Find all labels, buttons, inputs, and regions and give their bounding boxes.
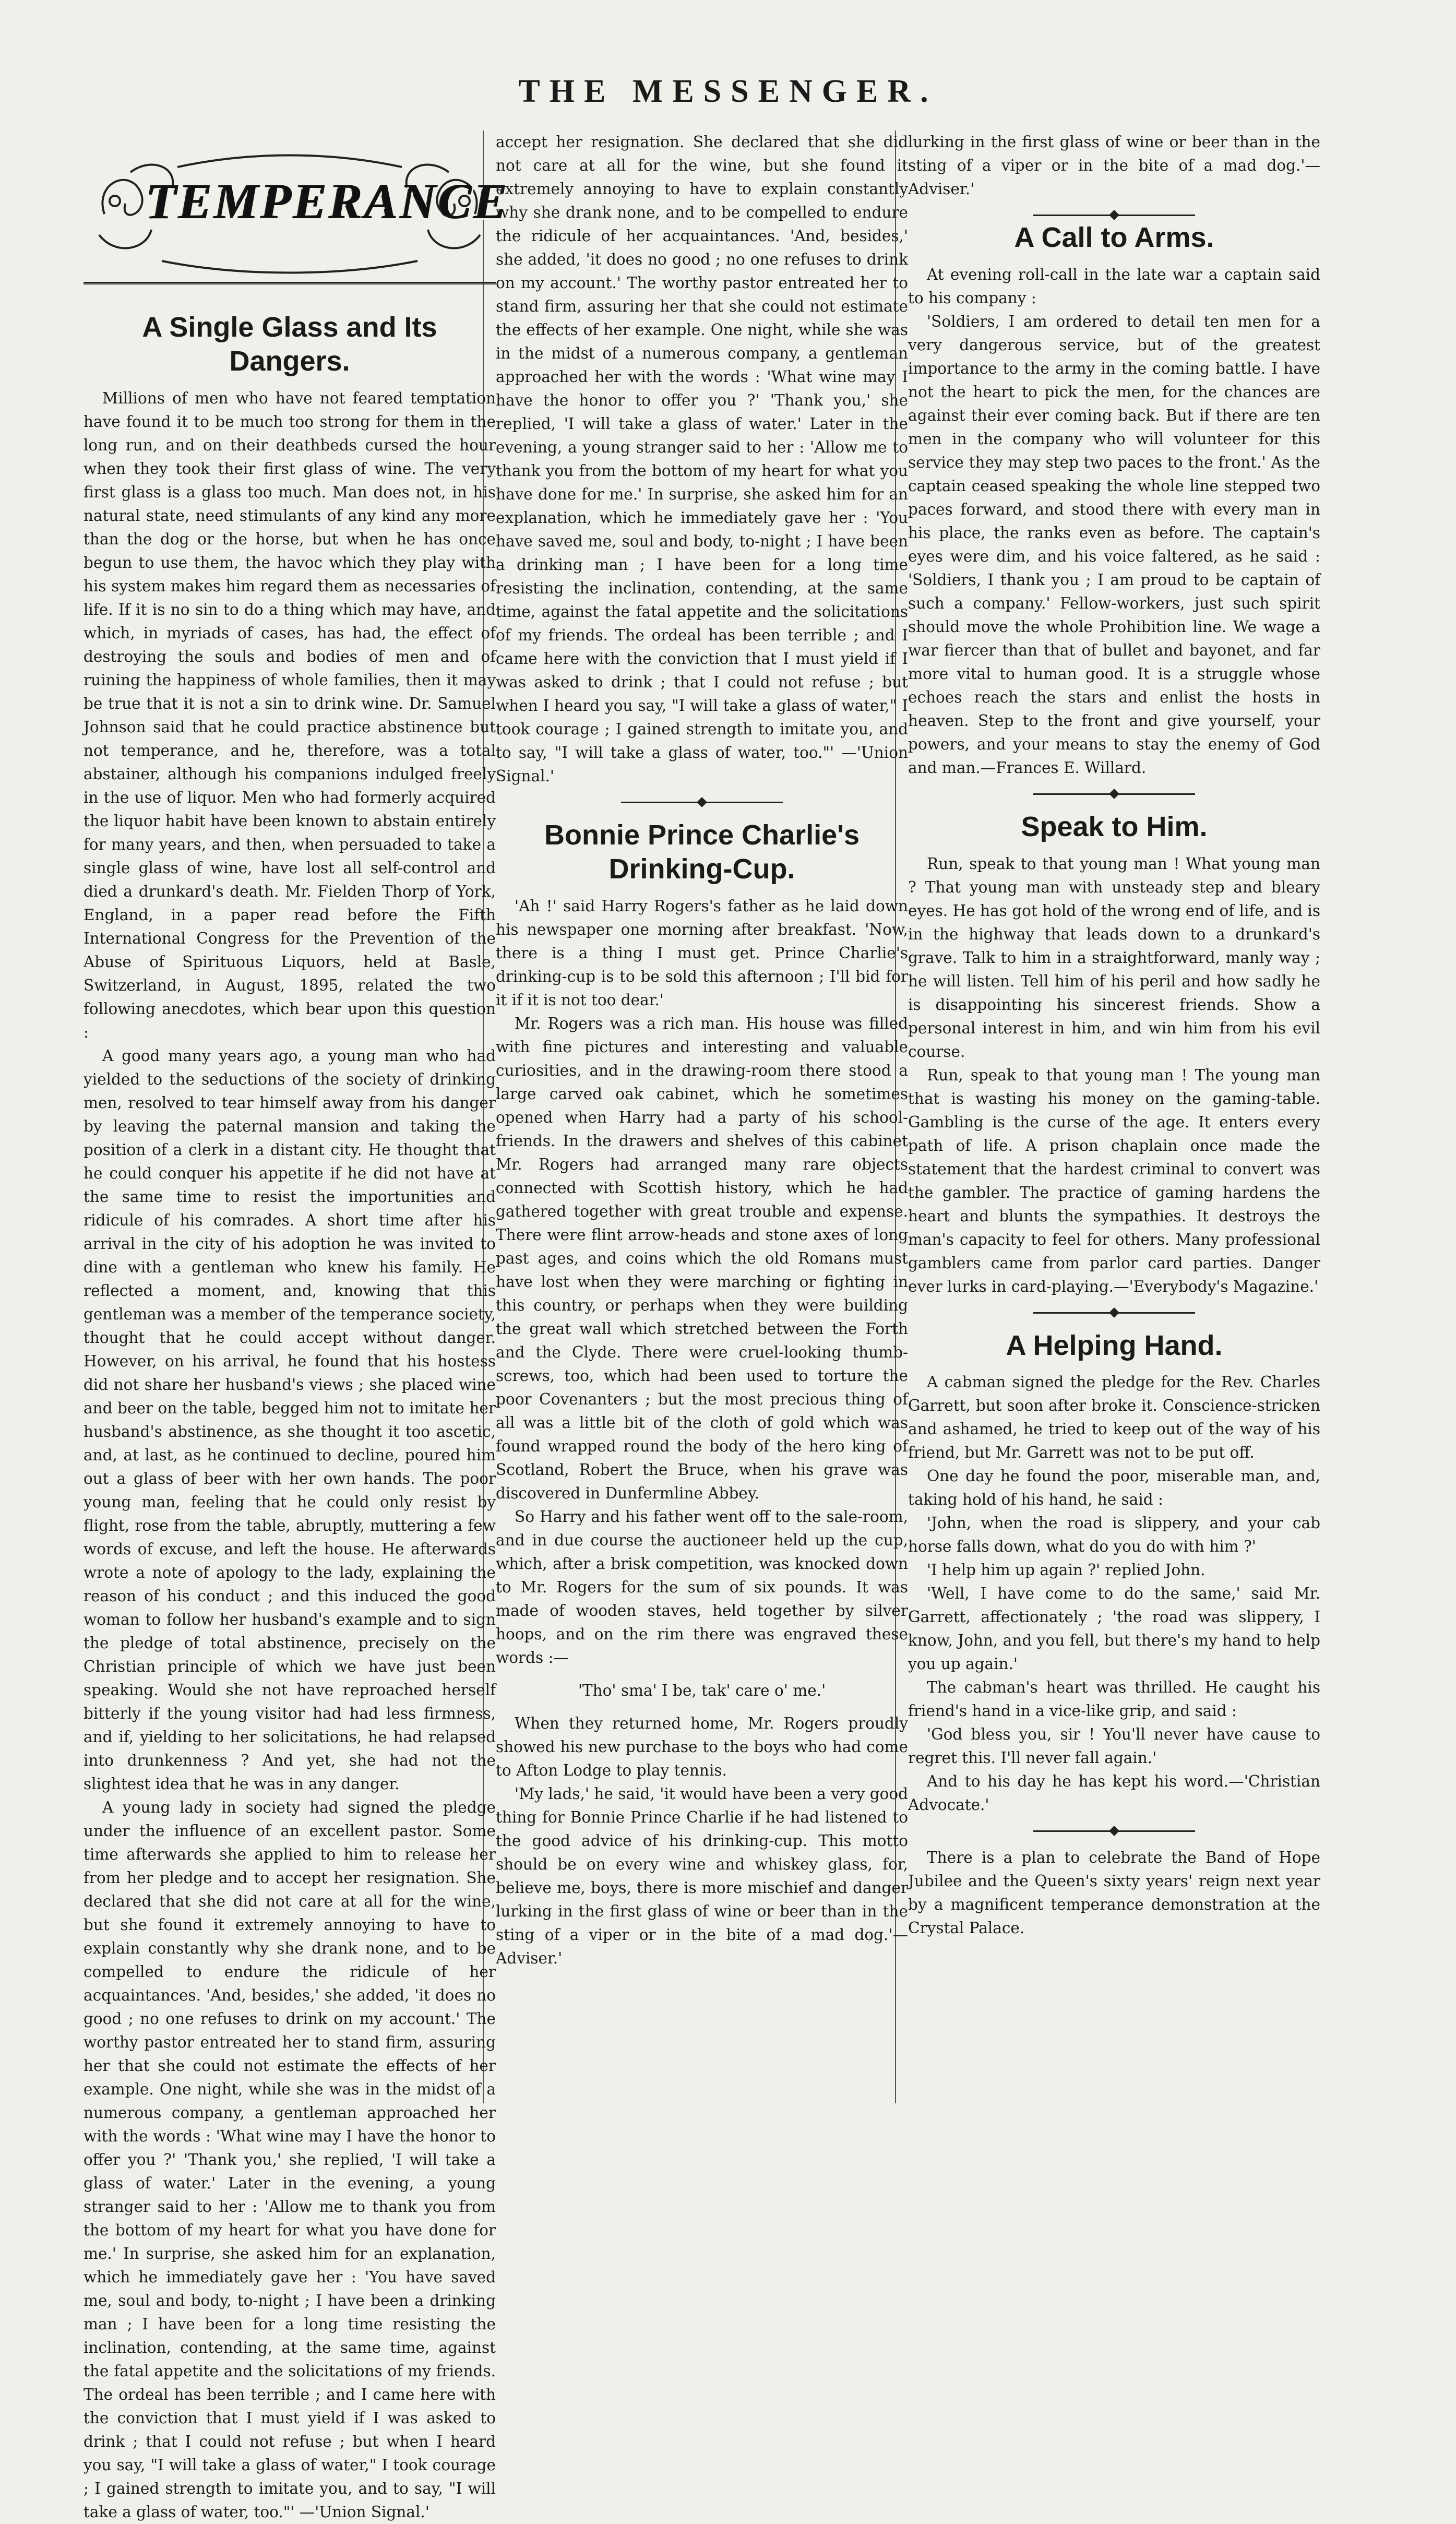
- article-paragraph-continued: accept her resignation. She declared that she did not care at all for the wine, but she found it extremely annoying to have to explain constantly why she drank none, and to be compelled to endure the ridicule of her acquaintances. 'And, besides,' she added, 'it does no good ; no one refuses to drink on my account.' The worthy pastor entreated her to stand firm, assuring her that she could not estimate the effects of her example. One night, while she was in the midst of a numerous company, a gentleman approached her with the words : 'What wine may I have the honor to offer you ?' 'Thank you,' she replied, 'I will take a glass of water.' Later in the evening, a young stranger said to her : 'Allow me to thank you from the bottom of my heart for what you have done for me.' In surprise, she asked him for an explanation, which he immediately gave her : 'You have saved me, soul and body, to-night ; I have been a drinking man ; I have been for a long time resisting the inclination, contending, at the same time, against the fatal appetite and the solicitations of my friends. The ordeal has been terrible ; and I came here with the conviction that I must yield if I was asked to drink ; that I could not refuse ; but when I heard you say, "I will take a glass of water," I took courage ; I gained strength to imitate you, and to say, "I will take a glass of water, too."' —'Union Signal.': [496, 133, 908, 785]
- article-paragraph: At evening roll-call in the late war a captain said to his company :: [908, 265, 1320, 307]
- column-1: [83, 151, 510, 2521]
- article-paragraph: 'Ah !' said Harry Rogers's father as he laid down his newspaper one morning after breakfast. 'Now, there is a thing I must get. Prince Charlie's drinking-cup is to be sold this afternoon ; I'll bid for it if it is not too dear.': [496, 897, 908, 1009]
- article-paragraph: A good many years ago, a young man who had yielded to the seductions of the society of drinking men, resolved to tear himself away from his danger by leaving the paternal mansion and taking the position of a clerk in a distant city. He thought that he could conquer his appetite if he did not have at the same time to resist the importunities and ridicule of his comrades. A short time after his arrival in the city of his adoption he was invited to dine with a gentleman who knew his family. He reflected a moment, and, knowing that this gentleman was a member of the temperance society, thought that he could accept without danger. However, on his arrival, he found that his hostess did not share her husband's views ; she placed wine and beer on the table, begged him not to imitate her husband's abstinence, as she thought it too ascetic, and, at last, as he continued to decline, poured him out a glass of beer with her own hands. The poor young man, feeling that he could only resist by flight, rose from the table, abruptly, muttering a few words of excuse, and left the house. He afterwards wrote a note of apology to the lady, explaining the reason of his conduct ; and this induced the good woman to follow her husband's example and to sign the pledge of total abstinence, precisely on the Christian principle of which we have just been speaking. Would she not have reproached herself bitterly if the young visitor had had less firmness, and if, yielding to her solicitations, he had relapsed into drunkenness ? And yet, she had not the slightest idea that he was in any danger.: [83, 1046, 496, 1793]
- banner-title: TEMPERANCE: [146, 173, 510, 229]
- cup-motto: 'Tho' sma' I be, tak' care o' me.': [578, 1681, 826, 1699]
- article-paragraph: 'God bless you, sir ! You'll never have cause to regret this. I'll never fall again.': [908, 1725, 1320, 1767]
- article-paragraph: 'My lads,' he said, 'it would have been a very good thing for Bonnie Prince Charlie if he had listened to the good advice of his drinking-cup. This motto should be on every wine and whiskey glass, for, believe me, boys, there is more mischief and danger lurking in the first glass of wine or beer than in the sting of a viper or in the bite of a mad dog.'—Adviser.': [496, 1784, 908, 1967]
- article-paragraph: 'Well, I have come to do the same,' said Mr. Garrett, affectionately ; 'the road was slippery, I know, John, and you fell, but there's my hand to help you up again.': [908, 1585, 1320, 1673]
- article-title: Bonnie Prince Charlie's Drinking-Cup.: [544, 819, 860, 885]
- article-title: A Helping Hand.: [1006, 1329, 1223, 1361]
- article-call-to-arms: [908, 221, 1320, 780]
- article-paragraph: Mr. Rogers was a rich man. His house was filled with fine pictures and interesting and valuable curiosities, and in the drawing-room there stood a large carved oak cabinet, which he sometimes opened when Harry had a party of his school-friends. In the drawers and shelves of this cabinet Mr. Rogers had arranged many rare objects connected with Scottish history, which he had gathered together with great trouble and expense. There were flint arrow-heads and stone axes of long past ages, and coins which the old Romans must have lost when they were marching or fighting in this country, or perhaps when they were building the great wall which stretched between the Forth and the Clyde. There were cruel-looking thumb-screws, too, which had been used to torture the poor Covenanters ; but the most precious thing of all was a little bit of the cloth of gold which was found wrapped round the body of the hero king of Scotland, Robert the Bruce, when his grave was discovered in Dunfermline Abbey.: [496, 1014, 908, 1502]
- article-single-glass: [83, 311, 496, 2521]
- article-paragraph: One day he found the poor, miserable man, and, taking hold of his hand, he said :: [908, 1467, 1320, 1509]
- article-title: A Single Glass and Its Dangers.: [142, 312, 437, 377]
- article-helping-hand: [908, 1329, 1320, 1817]
- article-paragraph: The cabman's heart was thrilled. He caught his friend's hand in a vice-like grip, and said :: [908, 1678, 1320, 1720]
- article-title: Speak to Him.: [1021, 811, 1208, 842]
- article-paragraph: Millions of men who have not feared temptation have found it to be much too strong for them in the long run, and on their deathbeds cursed the hour when they took their first glass of wine. The very first glass is a glass too much. Man does not, in his natural state, need stimulants of any kind any more than the dog or the horse, but when he has once begun to use them, the havoc which they play with his system makes him regard them as necessaries of life. If it is no sin to do a thing which may have, and which, in myriads of cases, has had, the effect of destroying the souls and bodies of men and of ruining the happiness of whole families, then it may be true that it is not a sin to drink wine. Dr. Samuel Johnson said that he could practice abstinence but not temperance, and he, therefore, was a total abstainer, although his companions indulged freely in the use of liquor. Men who had formerly acquired the liquor habit have been known to abstain entirely for many years, and then, when persuaded to take a single glass of wine, have lost all self-control and died a drunkard's death. Mr. Fielden Thorp of York, England, in a paper read before the Fifth International Congress for the Prevention of the Abuse of Spirituous Liquors, held at Basle, Switzerland, in August, 1895, related the two following anecdotes, which bear upon this question :: [83, 389, 496, 1041]
- article-paragraph: 'I help him up again ?' replied John.: [927, 1561, 1206, 1579]
- masthead: THE MESSENGER.: [518, 74, 938, 109]
- article-paragraph: Run, speak to that young man ! The young man that is wasting his money on the gaming-table. Gambling is the curse of the age. It enters every path of life. A prison chaplain once made the statement that the hardest criminal to convert was the gambler. The practice of gaming hardens the heart and blunts the sympathies. It destroys the man's capacity to feel for others. Many professional gamblers came from parlor card parties. Danger ever lurks in card-playing.—'Everybody's Magazine.': [908, 1066, 1320, 1295]
- divider: [908, 205, 1320, 216]
- article-title: A Call to Arms.: [1014, 222, 1214, 253]
- divider: [496, 792, 908, 813]
- column-3: [908, 130, 1320, 1940]
- notice-paragraph: There is a plan to celebrate the Band of Hope Jubilee and the Queen's sixty years' reign next year by a magnificent temperance demonstration at the Crystal Palace.: [908, 1849, 1320, 1937]
- article-paragraph: 'Soldiers, I am ordered to detail ten men for a very dangerous service, but of the greatest importance to the army in the coming battle. I have not the heart to pick the men, for the chances are against their ever coming back. But if there are ten men in the company who will volunteer for this service they may step two paces to the front.' As the captain ceased speaking the whole line stepped two paces forward, and stood there with every man in his place, the ranks even as before. The captain's eyes were dim, and his voice faltered, as he said : 'Soldiers, I thank you ; I am proud to be captain of such a company.' Fellow-workers, just such spirit should move the whole Prohibition line. We wage a war fiercer than that of bullet and bayonet, and far more vital to human good. It is a struggle whose echoes reach the stars and enlist the hosts in heaven. Step to the front and give yourself, your powers, and your means to stay the enemy of God and man.—Frances E. Willard.: [908, 312, 1320, 777]
- article-paragraph: And to his day he has kept his word.—'Christian Advocate.': [908, 1772, 1320, 1814]
- temperance-banner: [83, 151, 510, 284]
- article-paragraph: A cabman signed the pledge for the Rev. Charles Garrett, but soon after broke it. Conscience-stricken and ashamed, he tried to keep out of the way of his friend, but Mr. Garrett was not to be put off.: [908, 1373, 1320, 1462]
- divider: [908, 784, 1320, 805]
- divider: [908, 1821, 1320, 1842]
- divider: [908, 1303, 1320, 1324]
- article-speak-to-him: [908, 810, 1320, 1299]
- article-paragraph: Run, speak to that young man ! What young man ? That young man with unsteady step and bleary eyes. He has got hold of the wrong end of life, and is in the highway that leads down to a drunkard's grave. Talk to him in a straightforward, manly way ; he will listen. Tell him of his peril and how sadly he is disappointing his sincerest friends. Show a personal interest in him, and win him from his evil course.: [908, 854, 1320, 1061]
- article-paragraph: 'John, when the road is slippery, and your cab horse falls down, what do you do with him ?': [908, 1514, 1320, 1556]
- column-2: [496, 130, 908, 1967]
- notice-band-of-hope: [908, 1846, 1320, 1940]
- article-paragraph: So Harry and his father went off to the sale-room, and in due course the auctioneer held up the cup, which, after a brisk competition, was knocked down to Mr. Rogers for the sum of six pounds. It was made of wooden staves, held together by silver hoops, and on the rim there was engraved these words :—: [496, 1507, 908, 1666]
- article-paragraph-continued: lurking in the first glass of wine or beer than in the sting of a viper or in the bite of a mad dog.'—Adviser.': [908, 133, 1320, 198]
- article-paragraph: When they returned home, Mr. Rogers proudly showed his new purchase to the boys who had come to Afton Lodge to play tennis.: [496, 1714, 908, 1779]
- article-bonnie-prince: [496, 818, 908, 1967]
- article-paragraph: A young lady in society had signed the pledge under the influence of an excellent pastor. Some time afterwards she applied to him to release her from her pledge and to accept her resignation. She declared that she did not care at all for the wine, but she found it extremely annoying to have to explain constantly why she drank none, and to be compelled to endure the ridicule of her acquaintances. 'And, besides,' she added, 'it does no good ; no one refuses to drink on my account.' The worthy pastor entreated her to stand firm, assuring her that she could not estimate the effects of her example. One night, while she was in the midst of a numerous company, a gentleman approached her with the words : 'What wine may I have the honor to offer you ?' 'Thank you,' she replied, 'I will take a glass of water.' Later in the evening, a young stranger said to her : 'Allow me to thank you from the bottom of my heart for what you have done for me.' In surprise, she asked him for an explanation, which he immediately gave her : 'You have saved me, soul and body, to-night ; I have been a drinking man ; I have been for a long time resisting the inclination, contending, at the same time, against the fatal appetite and the solicitations of my friends. The ordeal has been terrible ; and I came here with the conviction that I must yield if I was asked to drink ; that I could not refuse ; but when I heard you say, "I will take a glass of water," I took courage ; I gained strength to imitate you, and to say, "I will take a glass of water, too."' —'Union Signal.': [83, 1798, 496, 2521]
